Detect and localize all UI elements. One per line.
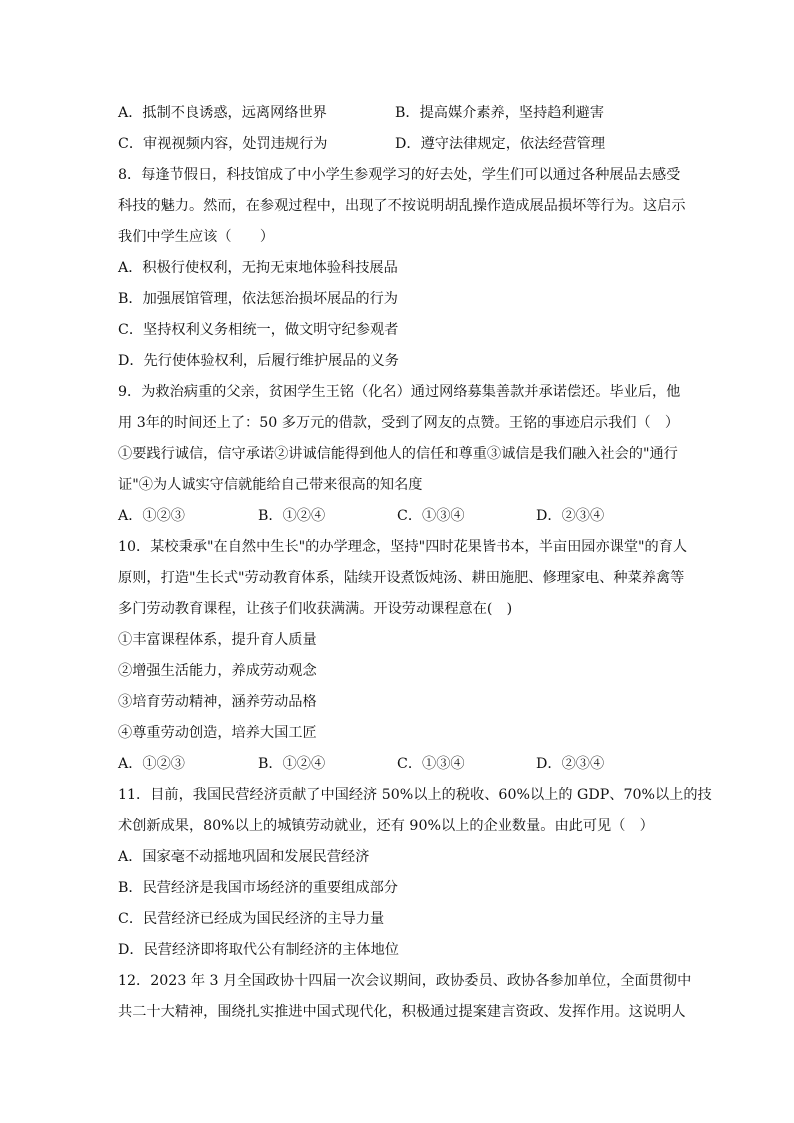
q11-stem-line-1: 11．目前，我国民营经济贡献了中国经济 50%以上的税收、60%以上的 GDP、70%以上的技 bbox=[118, 787, 712, 803]
q9-option-d: D．②③④ bbox=[536, 508, 605, 524]
q10-option-a: A．①②③ bbox=[118, 756, 185, 772]
q7-option-d: D．遵守法律规定，依法经营管理 bbox=[395, 136, 606, 152]
q10-stem-line-2: 原则，打造"生长式"劳动教育体系，陆续开设煮饭炖汤、耕田施肥、修理家电、种菜养禽等 bbox=[118, 570, 685, 586]
q8-option-d: D．先行使体验权利，后履行维护展品的义务 bbox=[118, 353, 399, 369]
q7-option-c: C．审视视频内容，处罚违规行为 bbox=[118, 136, 328, 152]
q7-options-row-1 bbox=[118, 98, 678, 129]
q10-option-c: C．①③④ bbox=[397, 756, 465, 772]
q10-stem-line-1: 10．某校秉承"在自然中生长"的办学理念，坚持"四时花果皆书本，半亩田园亦课堂"的育人 bbox=[118, 539, 688, 555]
q12-stem-line-2: 共二十大精神，围绕扎实推进中国式现代化，积极通过提案建言资政、发挥作用。这说明人 bbox=[118, 1004, 686, 1020]
q10-item-4: ④尊重劳动创造，培养大国工匠 bbox=[118, 725, 317, 741]
q9-stem-line-1: 9．为救治病重的父亲，贫困学生王铭（化名）通过网络募集善款并承诺偿还。毕业后，他 bbox=[118, 384, 681, 400]
q7-option-a: A．抵制不良诱惑，远离网络世界 bbox=[118, 105, 327, 121]
q10-option-d: D．②③④ bbox=[536, 756, 605, 772]
q10-options-row bbox=[118, 749, 678, 780]
q8-option-b: B．加强展馆管理，依法惩治损坏展品的行为 bbox=[118, 291, 398, 307]
q9-option-b: B．①②④ bbox=[258, 508, 326, 524]
q10-stem-line-3: 多门劳动教育课程，让孩子们收获满满。开设劳动课程意在( ) bbox=[118, 601, 513, 617]
q11-option-c: C．民营经济已经成为国民经济的主导力量 bbox=[118, 911, 385, 927]
q9-stem-line-3: ①要践行诚信，信守承诺②讲诚信能得到他人的信任和尊重③诚信是我们融入社会的"通行 bbox=[118, 446, 678, 462]
q7-option-b: B．提高媒介素养，坚持趋利避害 bbox=[395, 105, 605, 121]
q9-option-a: A．①②③ bbox=[118, 508, 185, 524]
q11-option-b: B．民营经济是我国市场经济的重要组成部分 bbox=[118, 880, 398, 896]
q9-option-c: C．①③④ bbox=[397, 508, 465, 524]
q10-option-b: B．①②④ bbox=[258, 756, 326, 772]
q11-option-a: A．国家毫不动摇地巩固和发展民营经济 bbox=[118, 849, 370, 865]
q8-option-a: A．积极行使权利，无拘无束地体验科技展品 bbox=[118, 260, 398, 276]
q7-options-row-2 bbox=[118, 129, 678, 160]
q10-item-2: ②增强生活能力，养成劳动观念 bbox=[118, 663, 317, 679]
q11-option-d: D．民营经济即将取代公有制经济的主体地位 bbox=[118, 942, 399, 958]
q10-item-1: ①丰富课程体系，提升育人质量 bbox=[118, 632, 317, 648]
q10-item-3: ③培育劳动精神，涵养劳动品格 bbox=[118, 694, 317, 710]
q9-stem-line-4: 证"④为人诚实守信就能给自己带来很高的知名度 bbox=[118, 477, 423, 493]
q9-stem-line-2: 用 3年的时间还上了：50 多万元的借款，受到了网友的点赞。王铭的事迹启示我们（ ） bbox=[118, 415, 680, 431]
q8-option-c: C．坚持权利义务相统一，做文明守纪参观者 bbox=[118, 322, 399, 338]
q9-options-row bbox=[118, 501, 678, 532]
q8-stem-line-3: 我们中学生应该（ ） bbox=[118, 229, 275, 245]
q12-stem-line-1: 12．2023 年 3 月全国政协十四届一次会议期间，政协委员、政协各参加单位，全面贯彻中 bbox=[118, 973, 692, 989]
q8-stem-line-1: 8．每逢节假日，科技馆成了中小学生参观学习的好去处，学生们可以通过各种展品去感受 bbox=[118, 167, 681, 183]
exam-page bbox=[118, 98, 712, 1028]
q8-stem-line-2: 科技的魅力。然而，在参观过程中，出现了不按说明胡乱操作造成展品损坏等行为。这启示 bbox=[118, 198, 686, 214]
q11-stem-line-2: 术创新成果，80%以上的城镇劳动就业，还有 90%以上的企业数量。由此可见（ ） bbox=[118, 818, 654, 834]
